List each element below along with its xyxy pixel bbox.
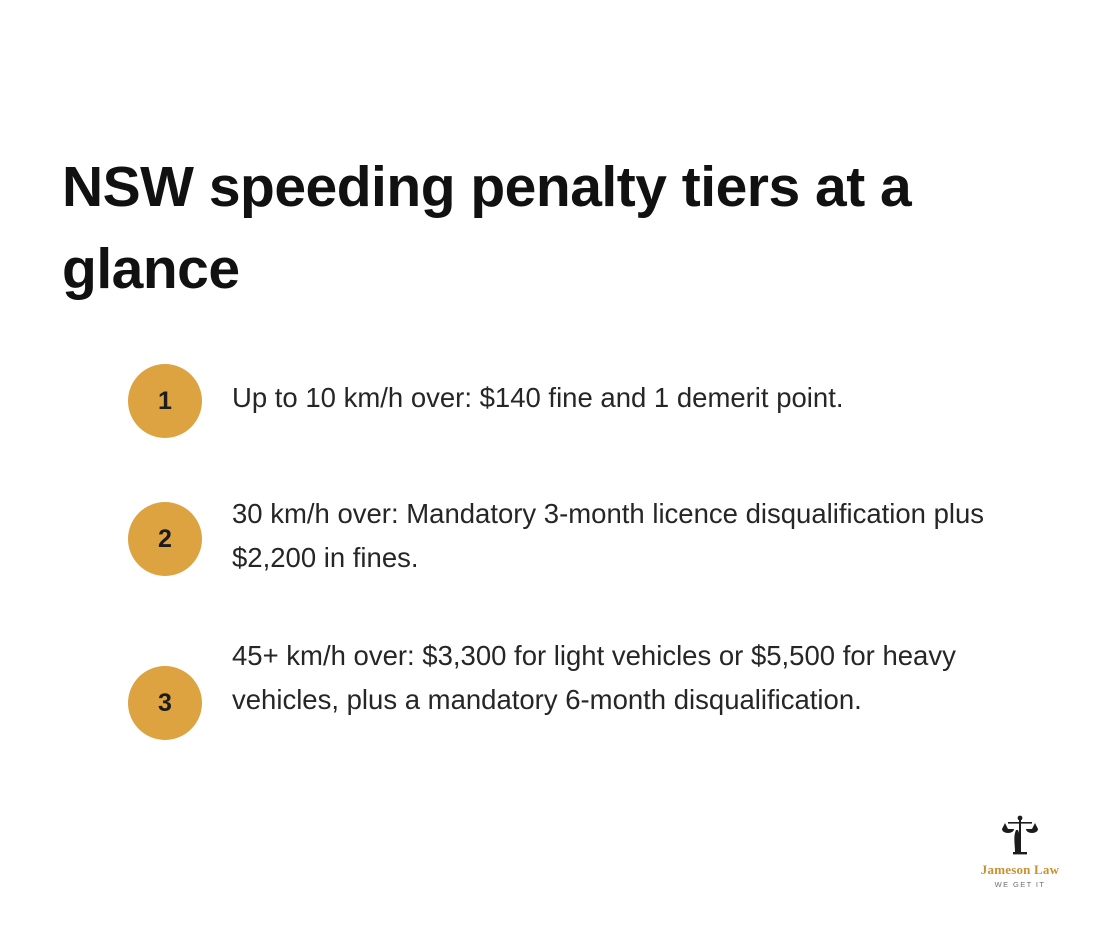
tier-description: 30 km/h over: Mandatory 3-month licence disqualification plus $2,200 in fines. (232, 498, 985, 573)
tier-description: 45+ km/h over: $3,300 for light vehicles or $5,500 for heavy vehicles, plus a mandatory 6-month disqualification. (232, 640, 956, 715)
tier-number-badge: 3 (128, 666, 202, 740)
tier-number-badge: 1 (128, 364, 202, 438)
brand-logo (972, 812, 1068, 889)
tier-description: Up to 10 km/h over: $140 fine and 1 demerit point. (232, 382, 844, 413)
logo-tagline: WE GET IT (994, 880, 1046, 889)
penalty-tier-list (128, 368, 1048, 740)
list-item (128, 368, 1048, 438)
list-item (128, 626, 1048, 740)
logo-name: Jameson Law (980, 862, 1060, 877)
scales-of-justice-icon (972, 812, 1068, 860)
tier-number-badge: 2 (128, 502, 202, 576)
list-item (128, 484, 1048, 580)
page-title: NSW speeding penalty tiers at a glance (62, 155, 912, 302)
